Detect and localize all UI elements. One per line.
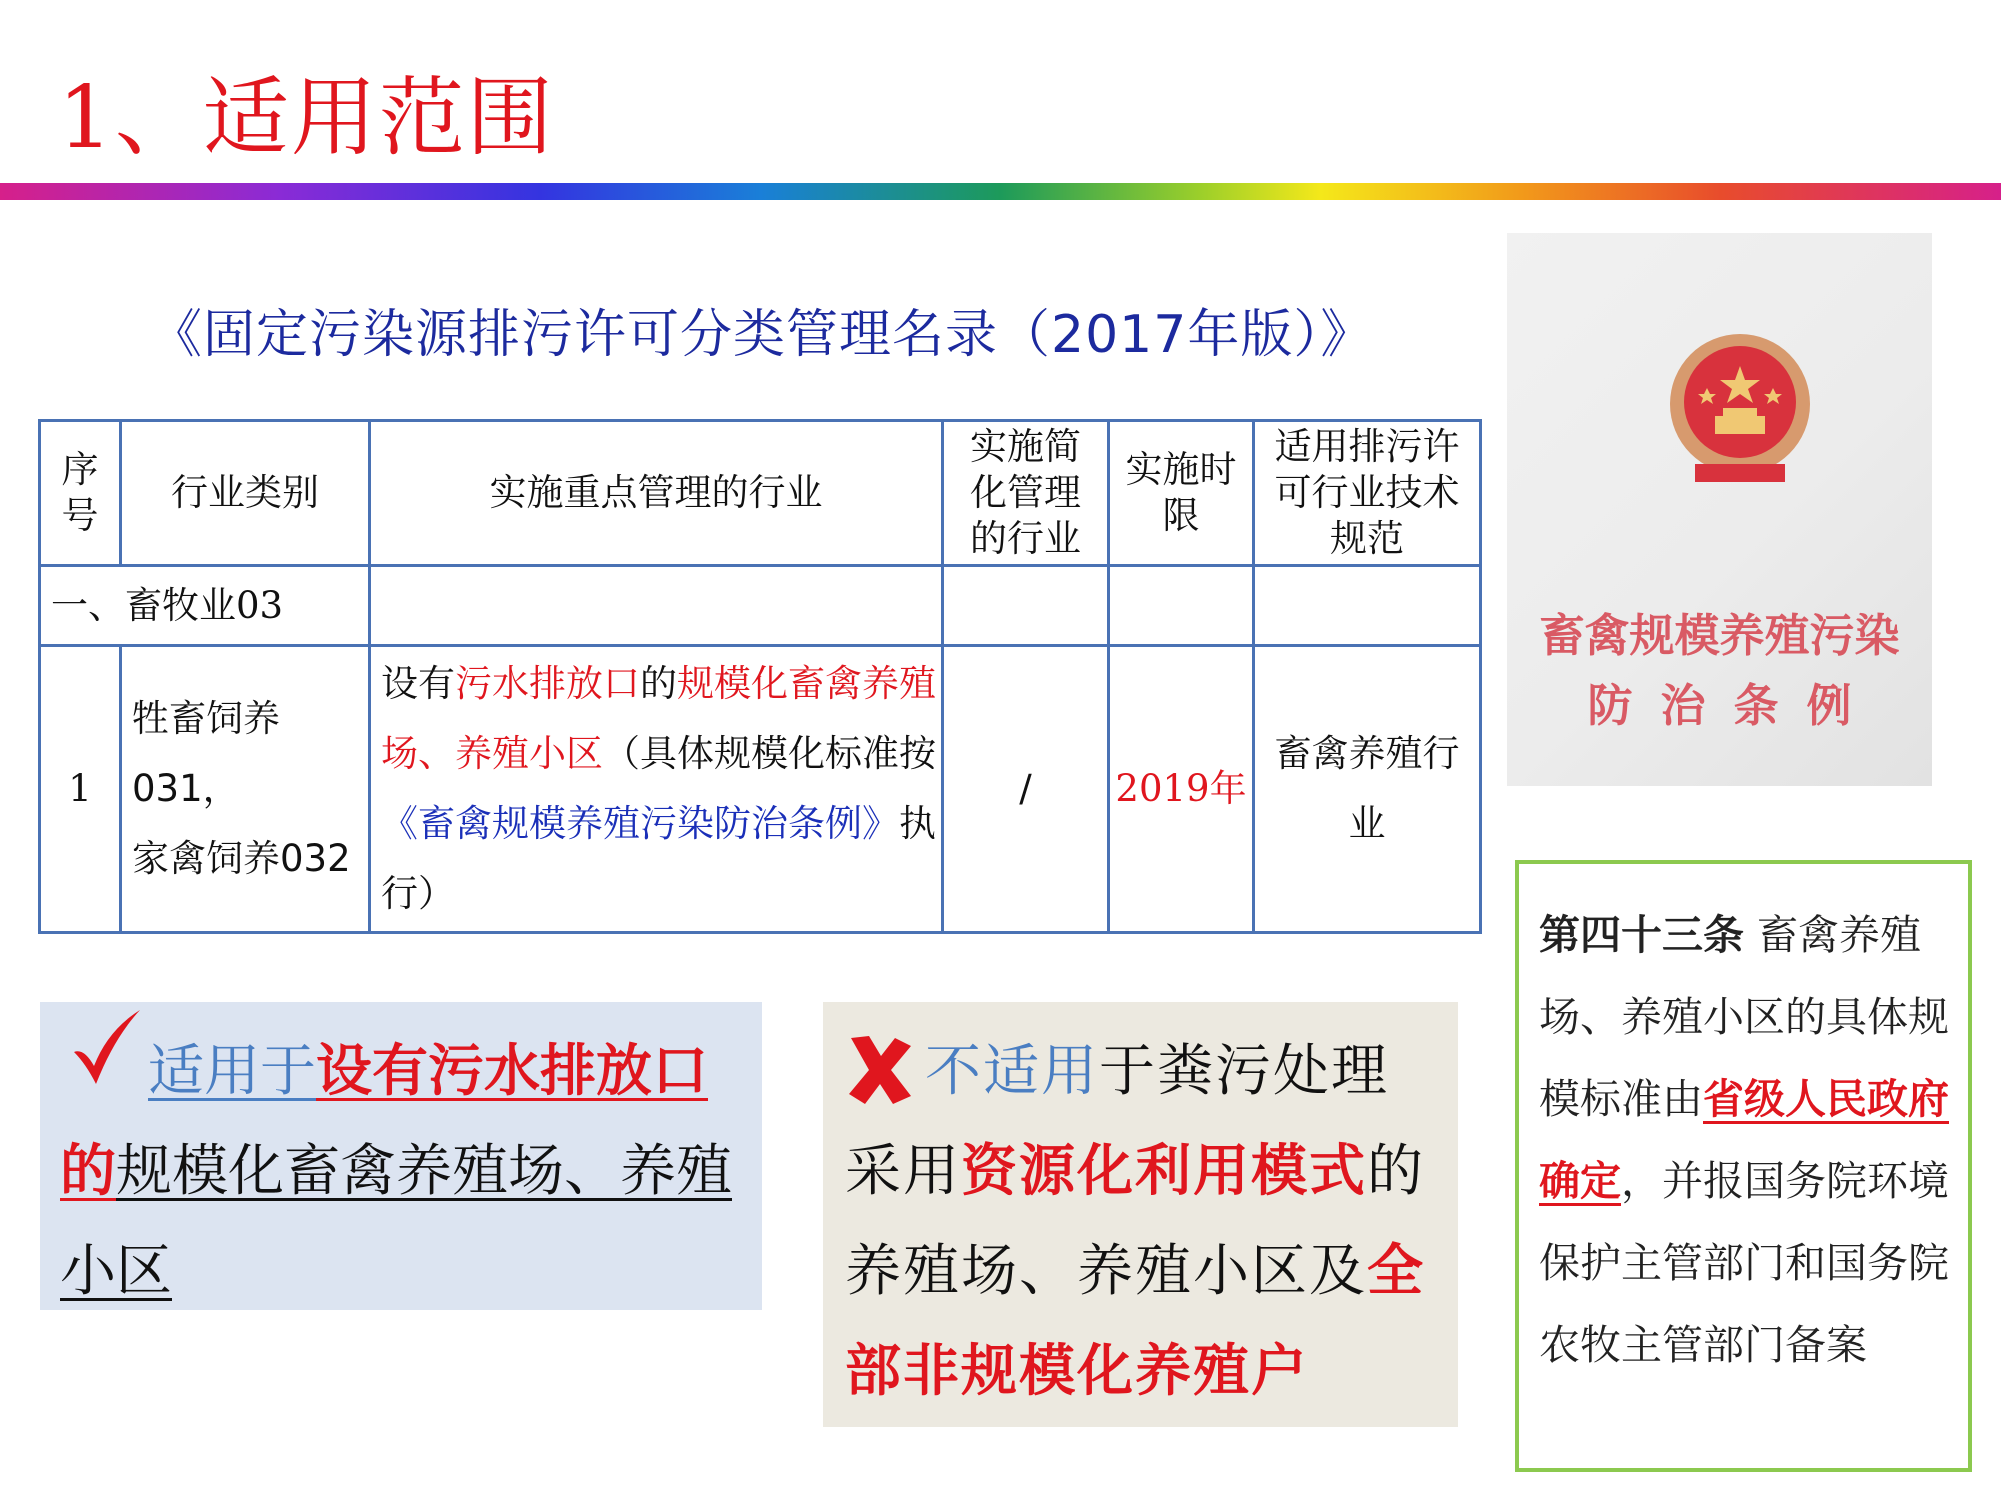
table-header-row bbox=[40, 421, 1481, 566]
row-deadline: 2019年 bbox=[1109, 646, 1254, 933]
row-simplified: / bbox=[943, 646, 1109, 933]
header-deadline: 实施时 限 bbox=[1109, 421, 1254, 566]
table-section-row bbox=[40, 566, 1481, 646]
check-icon bbox=[70, 1008, 142, 1086]
catalog-table bbox=[38, 419, 1482, 934]
row-category: 牲畜饲养031， 家禽饲养032 bbox=[121, 646, 370, 933]
header-index: 序 号 bbox=[40, 421, 121, 566]
not-applicable-box bbox=[823, 1002, 1458, 1427]
rainbow-divider bbox=[0, 183, 2001, 200]
book-title-line1: 畜禽规模养殖污染 bbox=[1539, 609, 1900, 662]
article-43-text: 第四十三条 畜禽养殖场、养殖小区的具体规模标准由省级人民政府确定，并报国务院环境保护主管部门和国务院农牧主管部门备案 bbox=[1539, 911, 1949, 1369]
book-title-line2: 防治条例 bbox=[1587, 679, 1880, 732]
row-index: 1 bbox=[40, 646, 121, 933]
regulation-book-cover bbox=[1507, 233, 1932, 786]
article-43-box bbox=[1515, 860, 1972, 1472]
table-row bbox=[40, 646, 1481, 933]
slide-title: 1、适用范围 bbox=[58, 68, 555, 168]
header-key-industry: 实施重点管理的行业 bbox=[370, 421, 943, 566]
section-label: 一、畜牧业03 bbox=[40, 566, 370, 646]
header-category: 行业类别 bbox=[121, 421, 370, 566]
applicable-scope-text: 适用于设有污水排放口的规模化畜禽养殖场、养殖小区 bbox=[60, 1022, 750, 1322]
header-spec: 适用排污许 可行业技术 规范 bbox=[1254, 421, 1481, 566]
header-simplified: 实施简 化管理 的行业 bbox=[943, 421, 1109, 566]
row-key-industry: 设有污水排放口的规模化畜禽养殖场、养殖小区（具体规模化标准按《畜禽规模养殖污染防治条例》执行） bbox=[370, 646, 943, 933]
cross-icon bbox=[845, 1034, 915, 1106]
not-applicable-text: 不适用于粪污处理采用资源化利用模式的养殖场、养殖小区及全部非规模化养殖户 bbox=[845, 1022, 1445, 1422]
row-spec: 畜禽养殖行业 bbox=[1254, 646, 1481, 933]
document-title: 《固定污染源排污许可分类管理名录（2017年版）》 bbox=[150, 305, 1374, 365]
applicable-scope-box bbox=[40, 1002, 762, 1310]
national-emblem-icon bbox=[1665, 332, 1815, 487]
